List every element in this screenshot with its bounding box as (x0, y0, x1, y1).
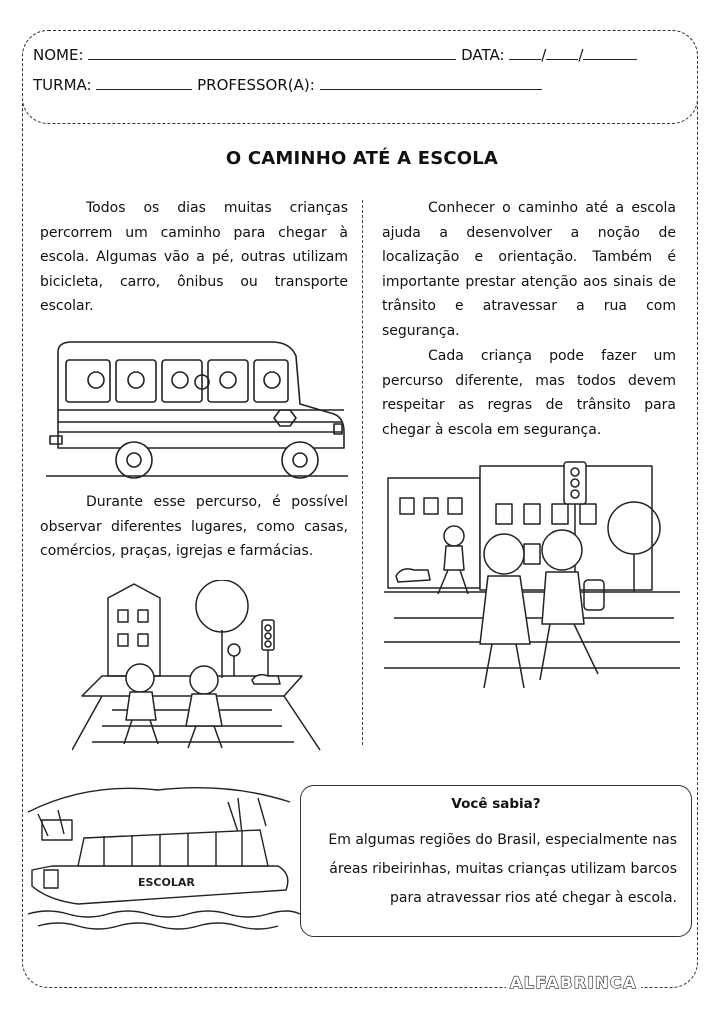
info-box (300, 785, 692, 937)
children-crosswalk-illustration (72, 580, 322, 755)
page-title: O CAMINHO ATÉ A ESCOLA (225, 148, 499, 169)
turma-label: TURMA: (33, 76, 92, 94)
nome-field[interactable] (88, 44, 456, 60)
paragraph-2: Durante esse percurso, é possível observar diferentes lugares, como casas, comércios, praças, igrejas e farmácias. (40, 494, 348, 559)
date-separator: / (541, 46, 547, 64)
header-line-2 (33, 74, 542, 95)
crossing-street-illustration (384, 458, 680, 704)
paragraph-3: Conhecer o caminho até a escola ajuda a desenvolver a noção de localização e orientação. Também é importante prestar atenção aos sinais de trânsito e atravessar a rua com segurança. (382, 200, 676, 339)
date-day-field[interactable] (509, 44, 541, 60)
brand-logo: ALFABRINCA (506, 973, 641, 992)
paragraph-1: Todos os dias muitas crianças percorrem um caminho para chegar à escola. Algumas vão a pé, outras utilizam bicicleta, carro, ônibus ou transporte escolar. (40, 200, 348, 314)
school-boat-illustration (28, 774, 300, 944)
paragraph-4: Cada criança pode fazer um percurso diferente, mas todos devem respeitar as regras de trânsito para chegar à escola em segurança. (382, 348, 676, 438)
column-divider (362, 200, 363, 745)
professor-field[interactable] (320, 74, 542, 90)
date-separator: / (578, 46, 584, 64)
professor-label: PROFESSOR(A): (197, 76, 315, 94)
header-box (22, 30, 698, 124)
nome-label: NOME: (33, 46, 84, 64)
date-month-field[interactable] (546, 44, 578, 60)
boat-label: ESCOLAR (138, 876, 195, 889)
data-label: DATA: (461, 46, 505, 64)
info-box-text: Em algumas regiões do Brasil, especialmente nas áreas ribeirinhas, muitas crianças utilizam barcos para atravessar rios até chegar à escola. (328, 832, 677, 906)
turma-field[interactable] (96, 74, 192, 90)
header-line-1 (33, 44, 637, 65)
date-year-field[interactable] (583, 44, 637, 60)
school-bus-illustration (44, 336, 350, 486)
info-box-title: Você sabia? (451, 796, 541, 812)
